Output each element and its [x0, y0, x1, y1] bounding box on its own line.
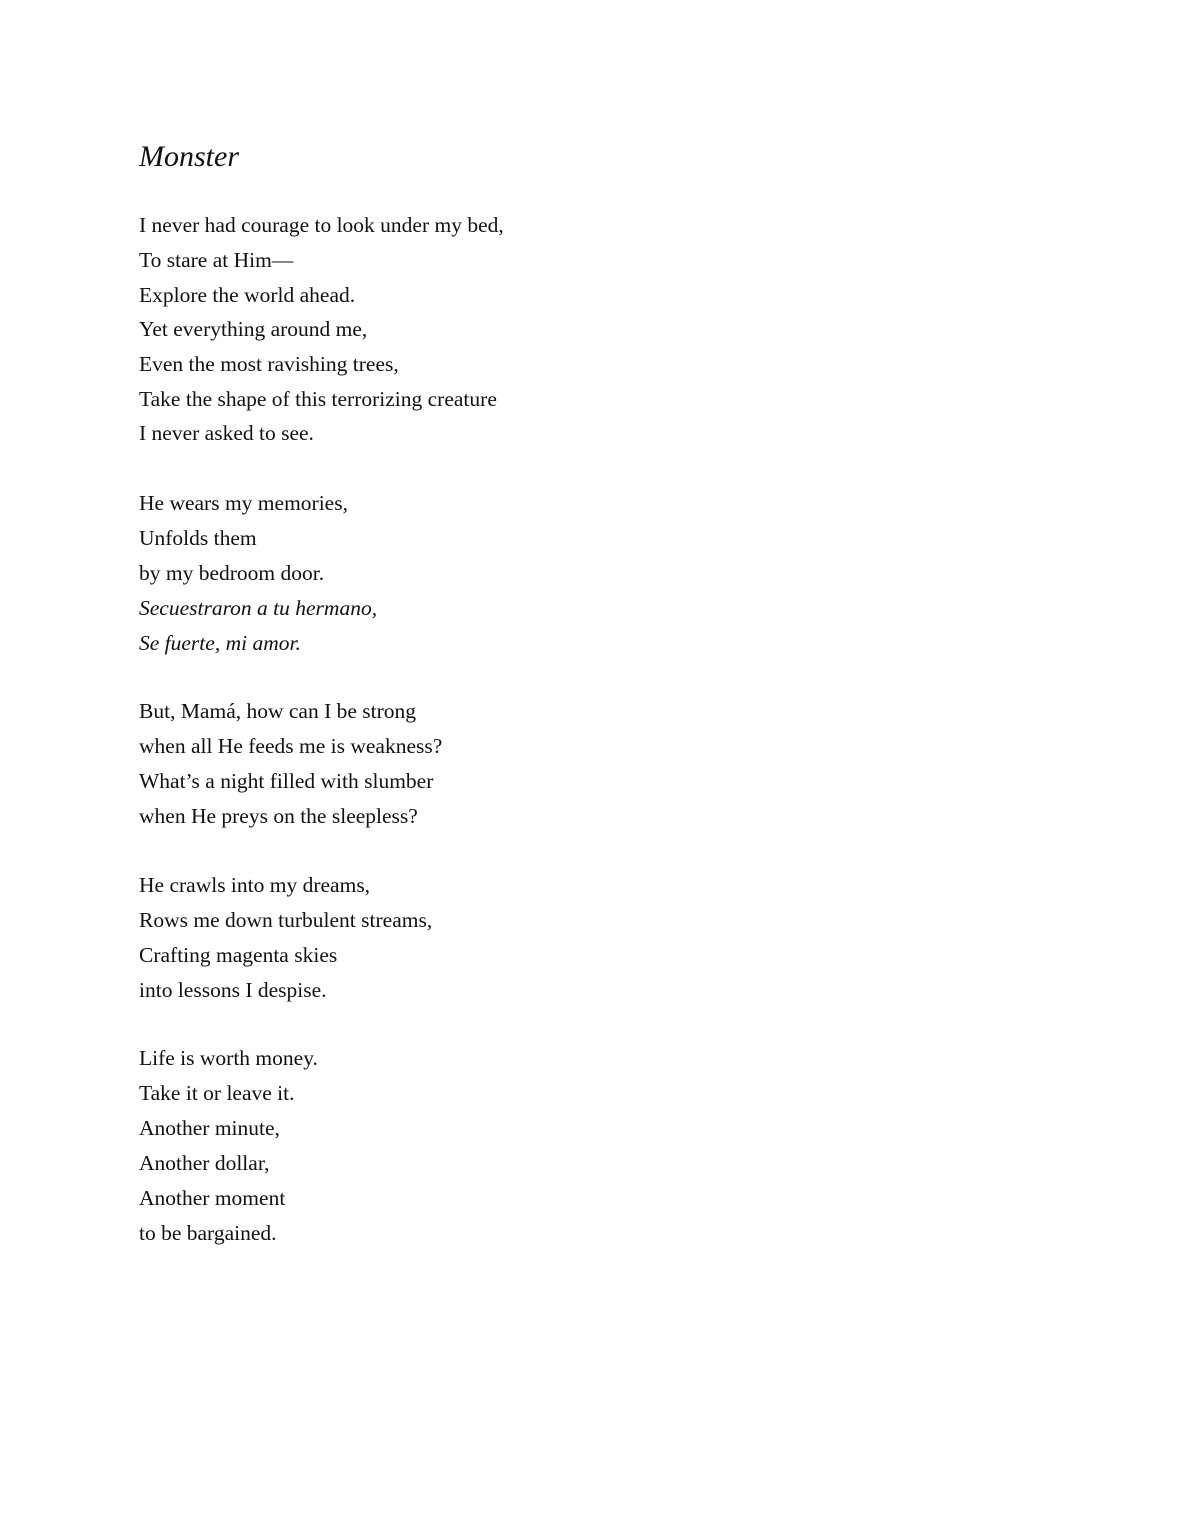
poem-line: But, Mamá, how can I be strong — [139, 699, 417, 723]
poem-line: Yet everything around me, — [139, 317, 368, 341]
poem-line-spanish: Se fuerte, mi amor. — [139, 631, 301, 655]
poem-line: Rows me down turbulent streams, — [139, 908, 433, 932]
poem-line: Life is worth money. — [139, 1046, 318, 1070]
poem-line: when He preys on the sleepless? — [139, 804, 418, 828]
poem-line: I never had courage to look under my bed, — [139, 213, 504, 237]
poem-line: Unfolds them — [139, 526, 257, 550]
poem-line: Even the most ravishing trees, — [139, 352, 399, 376]
poem-line: Take the shape of this terrorizing creature — [139, 387, 497, 411]
poem-line: Another minute, — [139, 1116, 280, 1140]
poem-line: Crafting magenta skies — [139, 943, 338, 967]
poem-line: Explore the world ahead. — [139, 283, 356, 307]
poem-line: into lessons I despise. — [139, 978, 327, 1002]
poem-line: by my bedroom door. — [139, 561, 325, 585]
poem-line: I never asked to see. — [139, 421, 314, 445]
poem-title: Monster — [139, 140, 239, 173]
poem-line: He crawls into my dreams, — [139, 873, 371, 897]
poem-line: when all He feeds me is weakness? — [139, 734, 443, 758]
poem-line: What’s a night filled with slumber — [139, 769, 434, 793]
poem-line: Another moment — [139, 1186, 286, 1210]
poem-line: Take it or leave it. — [139, 1081, 295, 1105]
poem-line: to be bargained. — [139, 1221, 277, 1245]
poem-line: To stare at Him— — [139, 248, 294, 272]
poem-line: He wears my memories, — [139, 491, 348, 515]
poem-line: Another dollar, — [139, 1151, 270, 1175]
poem-line-spanish: Secuestraron a tu hermano, — [139, 596, 378, 620]
